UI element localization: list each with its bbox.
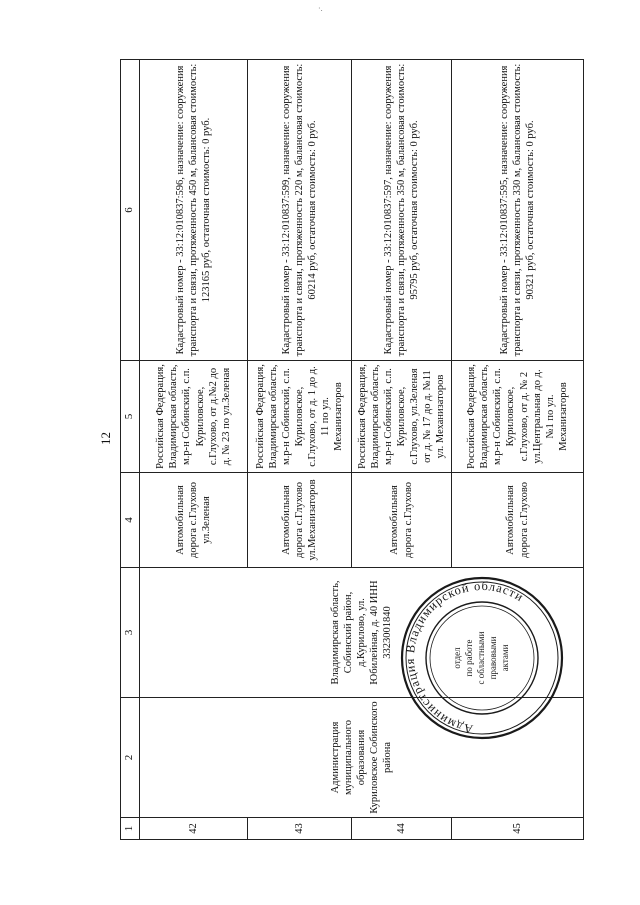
object-name: Автомобильная дорога с.Глухово ул.Механизаторов	[248, 473, 352, 568]
organization-address-text: Владимирская область, Собинский район, д.Курилово, ул. Юбилейная, д. 40 ИНН 3323001840	[329, 580, 394, 685]
table-header-row	[121, 60, 140, 840]
row-number: 45	[452, 818, 584, 840]
object-characteristics-text: Кадастровый номер - 33:12:010837:596, назначение: сооружения транспорта и связи, протяженность 450 м, балансовая стоимость: 123165 руб, остаточная стоимость: 0 руб.	[174, 63, 213, 357]
object-characteristics	[140, 60, 248, 361]
object-location: Российская Федерация, Владимирская область, м.р-н Собинский, с.п. Куриловское, с.Глухово, от д. № 2 ул.Центральная до д. №1 по ул. Механизаторов	[452, 361, 584, 473]
object-characteristics-text: Кадастровый номер - 33:12:010837:597, назначение: сооружения транспорта и связи, протяженность 350 м, балансовая стоимость: 95795 руб, остаточная стоимость: 0 руб.	[382, 63, 421, 357]
object-name: Автомобильная дорога с.Глухово ул.Зеленая	[140, 473, 248, 568]
seal-graphic	[398, 574, 566, 742]
svg-text:правовыми: правовыми	[488, 636, 498, 680]
object-name: Автомобильная дорога с.Глухово	[352, 473, 452, 568]
row-number: 43	[248, 818, 352, 840]
column-header: 5	[121, 361, 140, 473]
column-header: 1	[121, 818, 140, 840]
object-characteristics-text: Кадастровый номер - 33:12:010837:595, назначение: сооружения транспорта и связи, протяженность 330 м, балансовая стоимость: 90321 руб, остаточная стоимость: 0 руб.	[498, 63, 537, 357]
object-characteristics-text: Кадастровый номер - 33:12:010837:599, назначение: сооружения транспорта и связи, протяженность 220 м, балансовая стоимость: 60214 руб, остаточная стоимость: 0 руб.	[280, 63, 319, 357]
svg-text:Администрация Владимирской обл: Администрация Владимирской области	[402, 578, 527, 737]
column-header: 3	[121, 568, 140, 698]
column-header: 4	[121, 473, 140, 568]
official-seal	[398, 574, 566, 742]
column-header: 2	[121, 698, 140, 818]
column-header: 6	[121, 60, 140, 361]
svg-text:отдел: отдел	[452, 647, 462, 669]
row-number: 44	[352, 818, 452, 840]
object-characteristics	[452, 60, 584, 361]
object-characteristics	[352, 60, 452, 361]
svg-text:с областными: с областными	[476, 631, 486, 685]
svg-text:по работе: по работе	[464, 639, 474, 677]
page-number: 12	[98, 432, 113, 445]
object-location: Российская Федерация, Владимирская область, м.р-н Собинский, с.п. Куриловское, с.Глухово, ул.Зеленая от д. № 17 до д. №11 ул. Механизаторов	[352, 361, 452, 473]
row-number: 42	[140, 818, 248, 840]
object-location: Российская Федерация, Владимирская область, м.р-н Собинский, с.п. Куриловское, с.Глухово, от д. 1 до д. 11 по ул. Механизаторов	[248, 361, 352, 473]
svg-text:актами: актами	[500, 644, 510, 672]
table-row	[140, 60, 248, 840]
object-location: Российская Федерация, Владимирская область, м.р-н Собинский, с.п. Куриловское, с.Глухово, от д.№2 до д. № 23 по ул.Зеленая	[140, 361, 248, 473]
organization-name-text: Администрация муниципального образования Куриловское Собинского района	[329, 701, 394, 814]
object-name: Автомобильная дорога с.Глухово	[452, 473, 584, 568]
top-mark: ·.	[318, 4, 323, 13]
object-characteristics	[248, 60, 352, 361]
